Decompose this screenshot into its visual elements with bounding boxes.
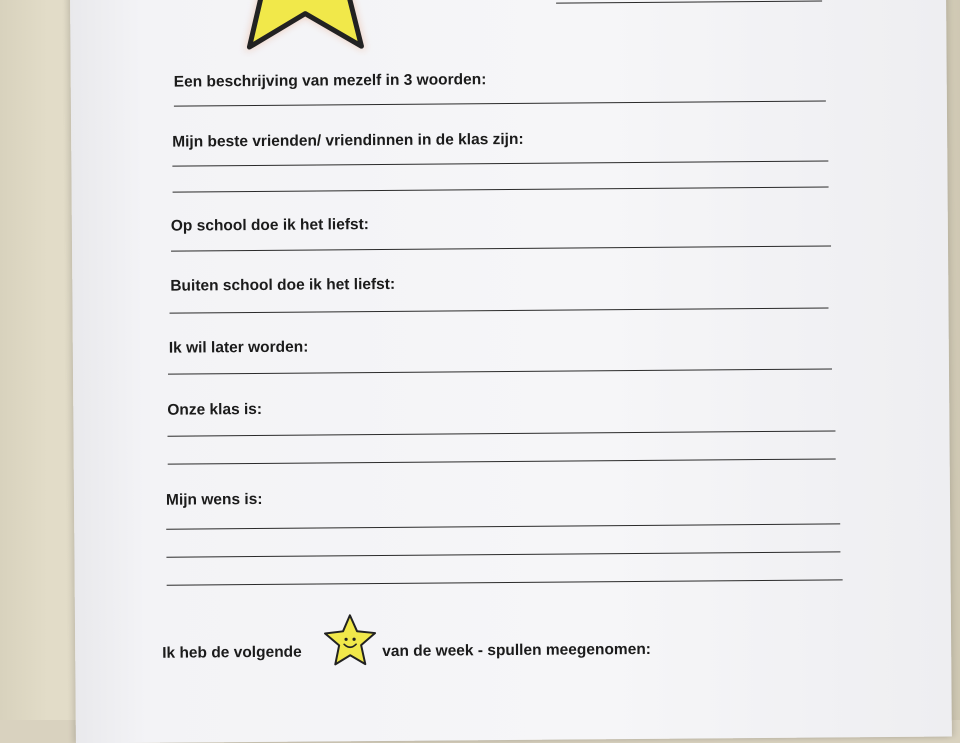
answer-line[interactable]: [173, 186, 829, 192]
footer-text-after: van de week - spullen meegenomen:: [382, 640, 651, 661]
answer-line[interactable]: [174, 101, 826, 107]
smiling-star-icon: [323, 613, 377, 667]
name-answer-line[interactable]: [556, 1, 822, 4]
answer-line[interactable]: [168, 368, 832, 374]
question-label: Mijn beste vrienden/ vriendinnen in de klas zijn:: [172, 130, 524, 151]
answer-line[interactable]: [166, 523, 840, 529]
name-label: [438, 0, 536, 2]
footer-text-before: Ik heb de volgende: [162, 643, 302, 662]
answer-line[interactable]: [172, 160, 828, 166]
worksheet-paper: [70, 0, 952, 743]
answer-line[interactable]: [168, 458, 836, 464]
question-label: Onze klas is:: [167, 400, 263, 419]
answer-line[interactable]: [167, 430, 835, 436]
star-icon: [204, 0, 405, 57]
answer-line[interactable]: [170, 307, 829, 313]
question-label: Mijn wens is:: [165, 490, 263, 509]
answer-line[interactable]: [166, 551, 840, 557]
answer-line[interactable]: [171, 245, 831, 251]
question-label: Buiten school doe ik het liefst:: [170, 275, 396, 295]
question-label: Een beschrijving van mezelf in 3 woorden:: [173, 71, 487, 91]
answer-line[interactable]: [167, 579, 843, 585]
question-label: Op school doe ik het liefst:: [170, 216, 369, 235]
question-label: Ik wil later worden:: [168, 338, 309, 357]
